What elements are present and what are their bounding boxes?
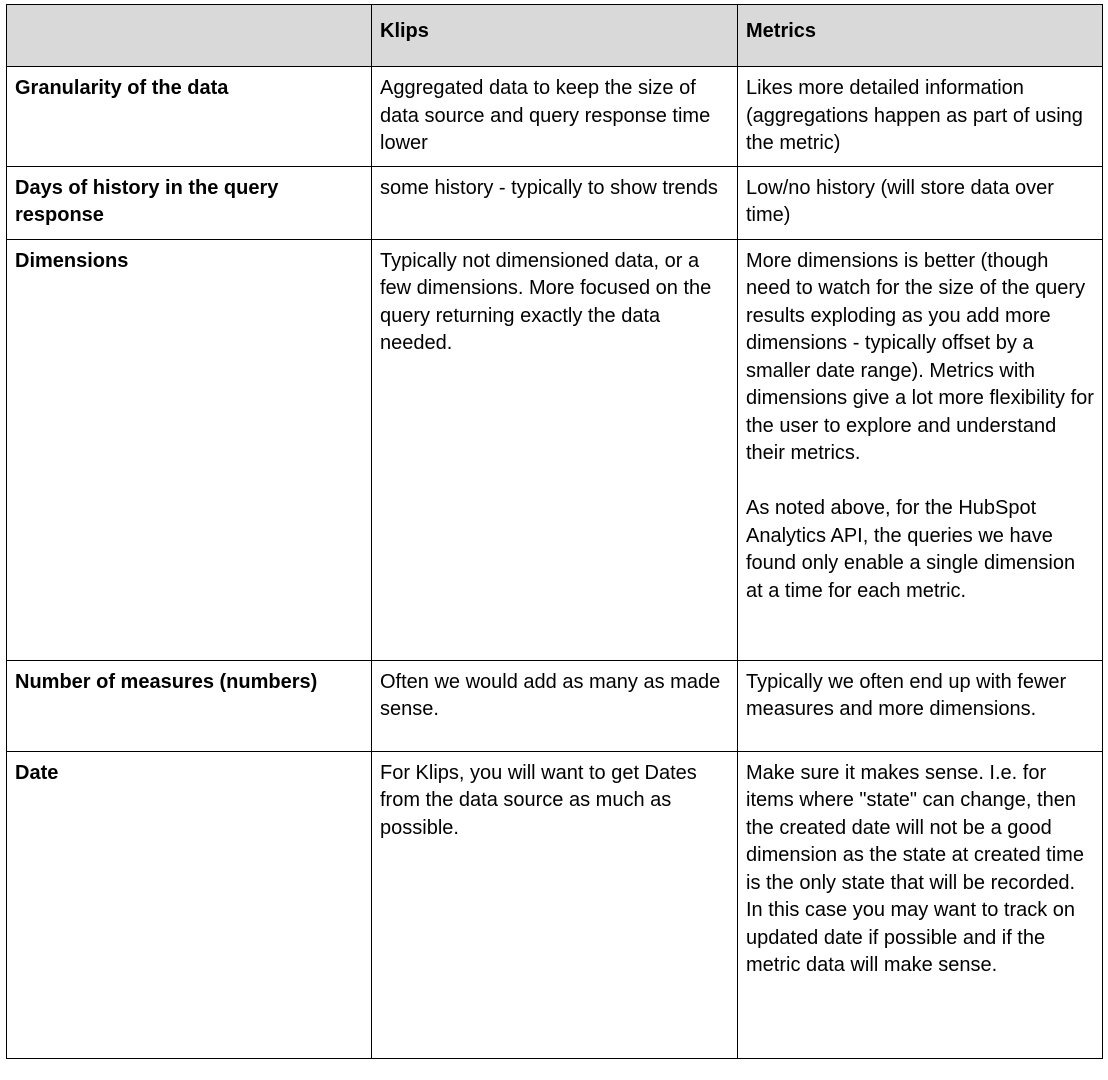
table-row (7, 166, 1103, 239)
metrics-paragraph: Low/no history (will store data over time) (746, 176, 1054, 226)
row-label: Days of history in the query response (7, 166, 372, 239)
metrics-paragraph: More dimensions is better (though need to watch for the size of the query results exploding as you add more dimensions - typically offset by a smaller date range). Metrics with dimensions give a lot more flexibility for the user to explore and understand their metrics. (746, 249, 1094, 464)
metrics-paragraph: As noted above, for the HubSpot Analytics API, the queries we have found only enable a single dimension at a time for each metric. (746, 497, 1076, 602)
metrics-cell (738, 166, 1103, 239)
row-label: Number of measures (numbers) (7, 660, 372, 751)
metrics-paragraph: Make sure it makes sense. I.e. for items where "state" can change, then the created date will not be a good dimension as the state at created time is the only state that will be recorded. In this case you may want to track on updated date if possible and if the metric data will make sense. (746, 761, 1084, 976)
klips-cell: For Klips, you will want to get Dates from the data source as much as possible. (372, 751, 738, 1058)
table-row (7, 660, 1103, 751)
metrics-cell (738, 239, 1103, 660)
klips-cell: Often we would add as many as made sense. (372, 660, 738, 751)
header-cell-metrics: Metrics (738, 5, 1103, 67)
table-row (7, 751, 1103, 1058)
header-row (7, 5, 1103, 67)
row-label: Dimensions (7, 239, 372, 660)
table-row (7, 67, 1103, 167)
metrics-paragraph: Likes more detailed information (aggregations happen as part of using the metric) (746, 77, 1083, 154)
metrics-cell (738, 751, 1103, 1058)
klips-cell: Aggregated data to keep the size of data source and query response time lower (372, 67, 738, 167)
row-label: Date (7, 751, 372, 1058)
metrics-cell (738, 660, 1103, 751)
header-cell-blank (7, 5, 372, 67)
metrics-cell (738, 67, 1103, 167)
header-cell-klips: Klips (372, 5, 738, 67)
klips-cell: some history - typically to show trends (372, 166, 738, 239)
klips-cell: Typically not dimensioned data, or a few dimensions. More focused on the query returning exactly the data needed. (372, 239, 738, 660)
table-row (7, 239, 1103, 660)
row-label: Granularity of the data (7, 67, 372, 167)
metrics-paragraph: Typically we often end up with fewer measures and more dimensions. (746, 670, 1067, 720)
comparison-table (6, 4, 1103, 1059)
